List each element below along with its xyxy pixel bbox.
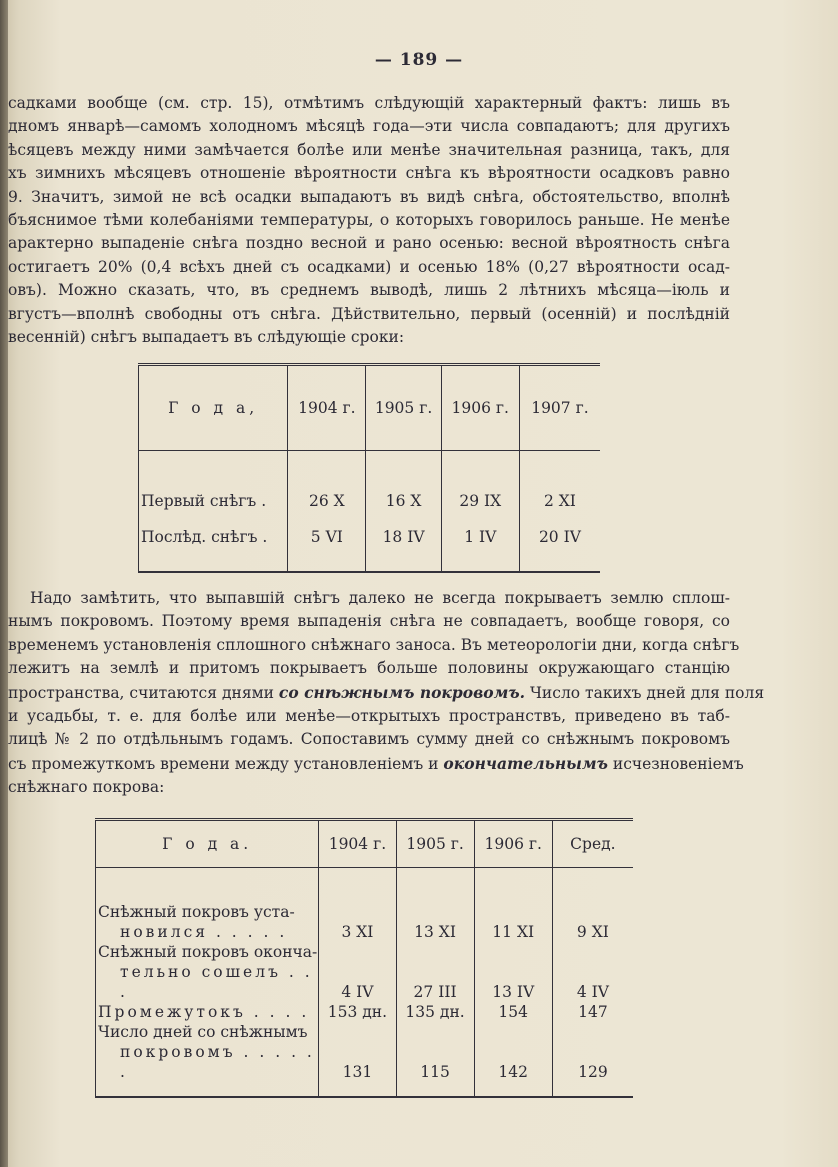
text-line: овъ). Можно сказать, что, въ среднемъ выводѣ, лишь 2 лѣтнихъ мѣсяца—іюль и (8, 281, 730, 300)
text-line (8, 752, 744, 776)
table-cell: 13 XI (396, 868, 474, 943)
emphasis-text: окончательнымъ (443, 753, 608, 773)
table-cell: 2 XI (519, 451, 600, 520)
text-line: хъ зимнихъ мѣсяцевъ отношеніе вѣроятности снѣга къ вѣроятности осадковъ равно (8, 164, 730, 183)
emphasis-text: со снѣжнымъ покровомъ. (278, 682, 526, 702)
row-label-line: Число дней со снѣжнымъ (98, 1023, 308, 1041)
table-cell: 154 (474, 1002, 552, 1022)
page-number: — 189 — (374, 50, 464, 70)
text-line: Надо замѣтить, что выпавшій снѣгъ далеко не всегда покрываетъ землю сплош- (30, 589, 730, 607)
text-fragment: Число такихъ дней для поля (529, 683, 765, 702)
row-label (96, 1022, 319, 1097)
text-line: лицѣ № 2 по отдѣльнымъ годамъ. Сопоставимъ сумму дней со снѣжнымъ покровомъ (8, 730, 730, 749)
table-cell: 3 XI (319, 868, 396, 943)
header-cell: 1905 г. (396, 820, 474, 868)
text-line: 9. Значитъ, зимой не всѣ осадки выпадаютъ въ видѣ снѣга, обстоятельство, вполнѣ (8, 187, 730, 206)
header-cell: 1906 г. (474, 820, 552, 868)
snow-cover-table (95, 818, 633, 1098)
text-fragment: пространства, считаются днями (8, 683, 274, 702)
row-label (96, 868, 319, 943)
text-line: лежитъ на землѣ и притомъ покрываетъ больше половины окружающаго станцію (8, 659, 730, 678)
header-cell: Сред. (552, 820, 633, 868)
table-row (96, 1022, 634, 1097)
text-line: арактерно выпаденіе снѣга поздно весной и рано осенью: весной вѣроятность снѣга (8, 234, 730, 253)
table-cell: 18 IV (366, 519, 441, 572)
text-line: остигаетъ 20% (0,4 всѣхъ дней съ осадками) и осенью 18% (0,27 вѣроятности осад- (8, 257, 730, 276)
first-last-snow-table (138, 363, 600, 573)
table-cell: 27 III (396, 942, 474, 1002)
table-row (139, 451, 601, 520)
table-cell: 135 дн. (396, 1002, 474, 1022)
row-label-line: Снѣжный покровъ оконча- (98, 943, 318, 961)
row-label: Послѣд. снѣгъ . (139, 519, 288, 572)
binding-edge (0, 0, 8, 1167)
table-cell: 16 X (366, 451, 441, 520)
table-cell: 147 (552, 1002, 633, 1022)
text-line: дномъ январѣ—самомъ холодномъ мѣсяцѣ года—эти числа совпадаютъ; для другихъ (8, 117, 730, 136)
table-cell: 11 XI (474, 868, 552, 943)
header-cell: Г о д а. (96, 820, 319, 868)
table-row (96, 1002, 634, 1022)
table-row (96, 868, 634, 943)
table-cell: 20 IV (519, 519, 600, 572)
row-label-line: покровомъ . . . . . . (120, 1043, 315, 1081)
table-cell: 29 IX (441, 451, 519, 520)
text-line: нымъ покровомъ. Поэтому время выпаденія снѣга не совпадаетъ, вообще говоря, со (8, 612, 730, 631)
paragraph-1 (8, 92, 730, 349)
row-label-line: Промежутокъ . . . . (98, 1003, 310, 1021)
table-cell: 142 (474, 1022, 552, 1097)
row-label-line: Снѣжный покровъ уста- (98, 903, 295, 921)
paragraph-2 (8, 587, 765, 800)
text-line (8, 681, 765, 705)
header-cell: 1905 г. (366, 365, 441, 451)
header-cell: 1906 г. (441, 365, 519, 451)
row-label (96, 942, 319, 1002)
table-cell: 26 X (288, 451, 366, 520)
text-line: вгустъ—вполнѣ свободны отъ снѣга. Дѣйствительно, первый (осенній) и послѣдній (8, 304, 730, 323)
table-cell: 4 IV (319, 942, 396, 1002)
table-header-row (96, 820, 634, 868)
text-line: садками вообще (см. стр. 15), отмѣтимъ слѣдующій характерный фактъ: лишь въ (8, 94, 730, 112)
text-line: весенній) снѣгъ выпадаетъ въ слѣдующіе сроки: (8, 328, 405, 347)
row-label-line: тельно сошелъ . . . (120, 963, 313, 1001)
table-cell: 4 IV (552, 942, 633, 1002)
table-cell: 5 VI (288, 519, 366, 572)
table-cell: 129 (552, 1022, 633, 1097)
row-label: Первый снѣгъ . (139, 451, 288, 520)
table-cell: 131 (319, 1022, 396, 1097)
table-row (139, 519, 601, 572)
text-line: временемъ установленія сплошного снѣжнаго заноса. Въ метеорологіи дни, когда снѣгъ (8, 635, 740, 654)
row-label (96, 1002, 319, 1022)
table-cell: 1 IV (441, 519, 519, 572)
table-header-row (139, 365, 601, 451)
text-line: и усадьбы, т. е. для болѣе или менѣе—открытыхъ пространствъ, приведено въ таб- (8, 707, 730, 726)
header-cell: 1904 г. (319, 820, 396, 868)
text-line: снѣжнаго покрова: (8, 778, 165, 797)
text-line: ѣсяцевъ между ними замѣчается болѣе или менѣе значительная разница, такъ, для (8, 140, 730, 159)
text-fragment: исчезновеніемъ (612, 754, 744, 773)
table-cell: 13 IV (474, 942, 552, 1002)
text-line: бъяснимое тѣми колебаніями температуры, о которыхъ говорилось раньше. Не менѣе (8, 211, 730, 230)
table-cell: 153 дн. (319, 1002, 396, 1022)
row-label-line: новился . . . . . (120, 923, 288, 941)
header-cell: Г о д а, (139, 365, 288, 451)
table-cell: 115 (396, 1022, 474, 1097)
table-cell: 9 XI (552, 868, 633, 943)
header-cell: 1904 г. (288, 365, 366, 451)
header-cell: 1907 г. (519, 365, 600, 451)
text-fragment: съ промежуткомъ времени между установленіемъ и (8, 754, 439, 773)
table-row (96, 942, 634, 1002)
